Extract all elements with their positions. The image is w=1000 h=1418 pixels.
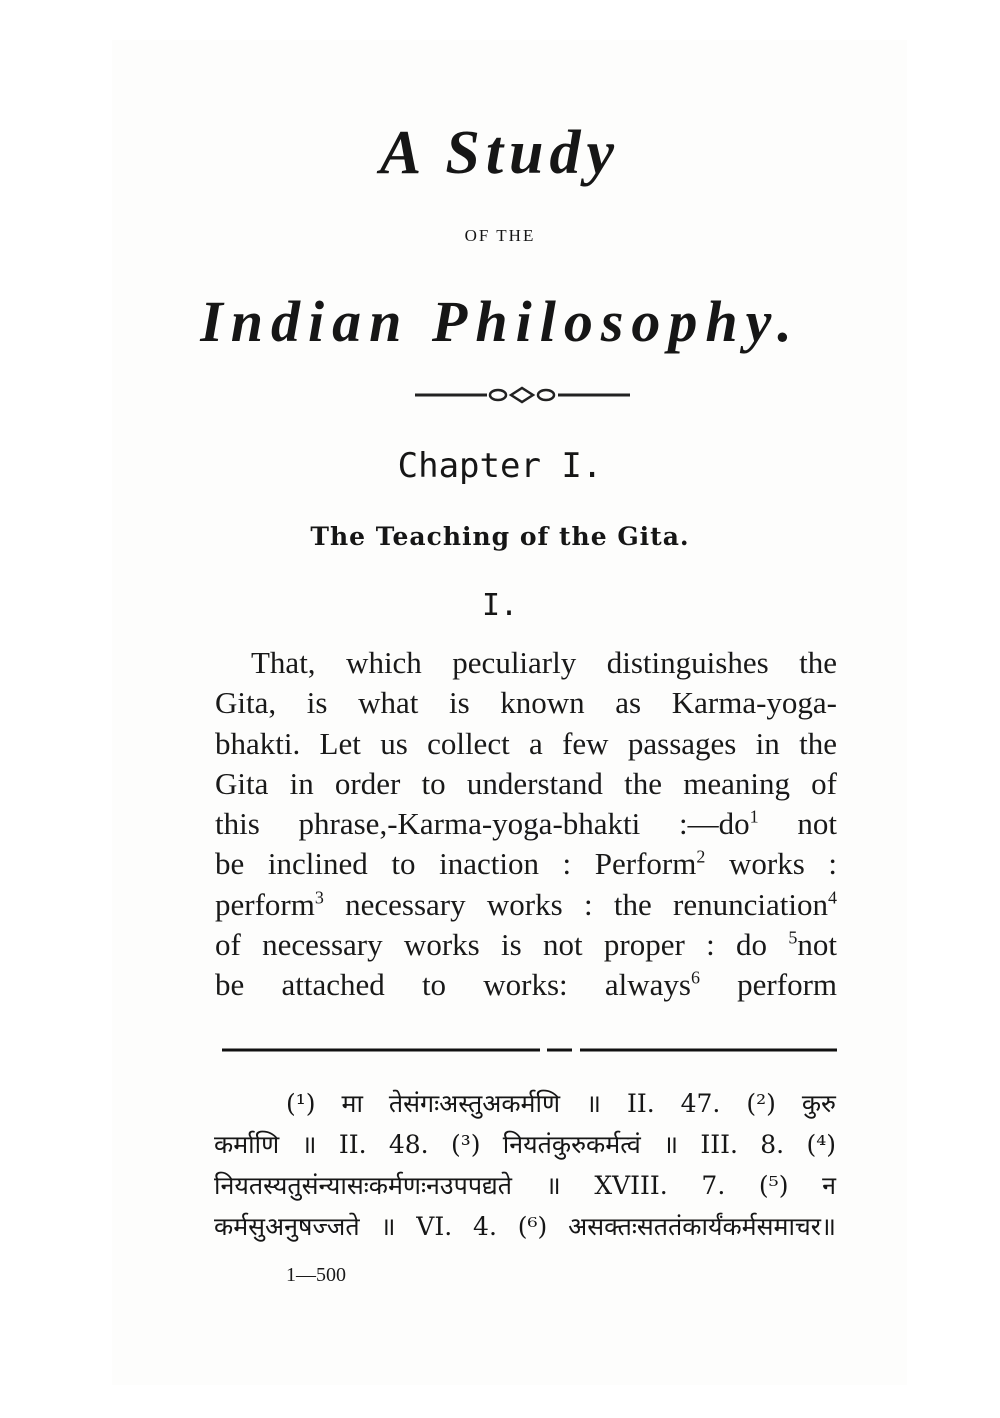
footnote-marker: 3 bbox=[314, 887, 324, 908]
footnote-marker: 4 bbox=[828, 887, 837, 908]
ornament-divider bbox=[415, 383, 630, 407]
body-paragraph bbox=[215, 643, 837, 1006]
footnotes-block bbox=[214, 1083, 836, 1247]
body-text-segment: this phrase,-Karma-yoga-bhakti :—do bbox=[215, 806, 750, 842]
body-text-segment: not bbox=[758, 806, 837, 842]
footnote-line: कर्माणि ॥ II. 48. (³) नियतंकुरुकर्मत्वं ॥ III. 8. (⁴) bbox=[214, 1130, 836, 1159]
body-text-segment: be attached to works: always bbox=[215, 967, 691, 1003]
book-title-top: A Study bbox=[379, 119, 621, 187]
body-line bbox=[215, 885, 837, 925]
body-line bbox=[215, 804, 837, 844]
body-text-segment: not bbox=[797, 927, 837, 963]
footnote-line: कर्मसुअनुषज्जते ॥ VI. 4. (⁶) असक्तःसततंकार्यंकर्मसमाचर॥ bbox=[214, 1212, 836, 1241]
body-line: Gita in order to understand the meaning of bbox=[215, 765, 837, 801]
chapter-heading: Chapter I. bbox=[397, 446, 603, 486]
footnote-marker: 6 bbox=[690, 968, 700, 989]
footnote-line: (¹) मा तेसंगःअस्तुअकर्मणि ॥ II. 47. (²) कुरु bbox=[286, 1089, 836, 1118]
book-title-of-the: OF THE bbox=[464, 226, 536, 245]
body-text-segment: of necessary works is not proper : do bbox=[215, 927, 768, 963]
body-line: Gita, is what is known as Karma-yoga- bbox=[215, 685, 837, 721]
body-line: bhakti. Let us collect a few passages in the bbox=[215, 725, 837, 761]
body-line bbox=[215, 844, 837, 884]
body-text-segment: perform bbox=[699, 967, 838, 1003]
page-signature: 1—500 bbox=[286, 1264, 346, 1286]
section-number: I. bbox=[481, 588, 519, 623]
footnote-marker: 2 bbox=[696, 847, 706, 868]
book-title-main: Indian Philosophy. bbox=[200, 289, 800, 354]
body-text-segment: be inclined to inaction : Perform bbox=[215, 846, 697, 882]
body-line: That, which peculiarly distinguishes the bbox=[251, 645, 837, 680]
footnote-marker: 1 bbox=[749, 806, 759, 827]
body-line bbox=[215, 925, 837, 965]
footnote-marker: 5 bbox=[788, 927, 798, 948]
body-text-segment: perform bbox=[215, 886, 315, 922]
footnote-divider bbox=[222, 1044, 837, 1056]
body-text-segment: necessary works : the renunciation bbox=[323, 886, 828, 922]
body-line bbox=[215, 965, 837, 1005]
body-text-segment: works : bbox=[705, 846, 837, 882]
section-title: The Teaching of the Gita. bbox=[310, 522, 690, 551]
footnote-line: नियतस्यतुसंन्यासःकर्मणःनउपपद्यते ॥ XVIII. 7. (⁵) न bbox=[214, 1171, 836, 1200]
